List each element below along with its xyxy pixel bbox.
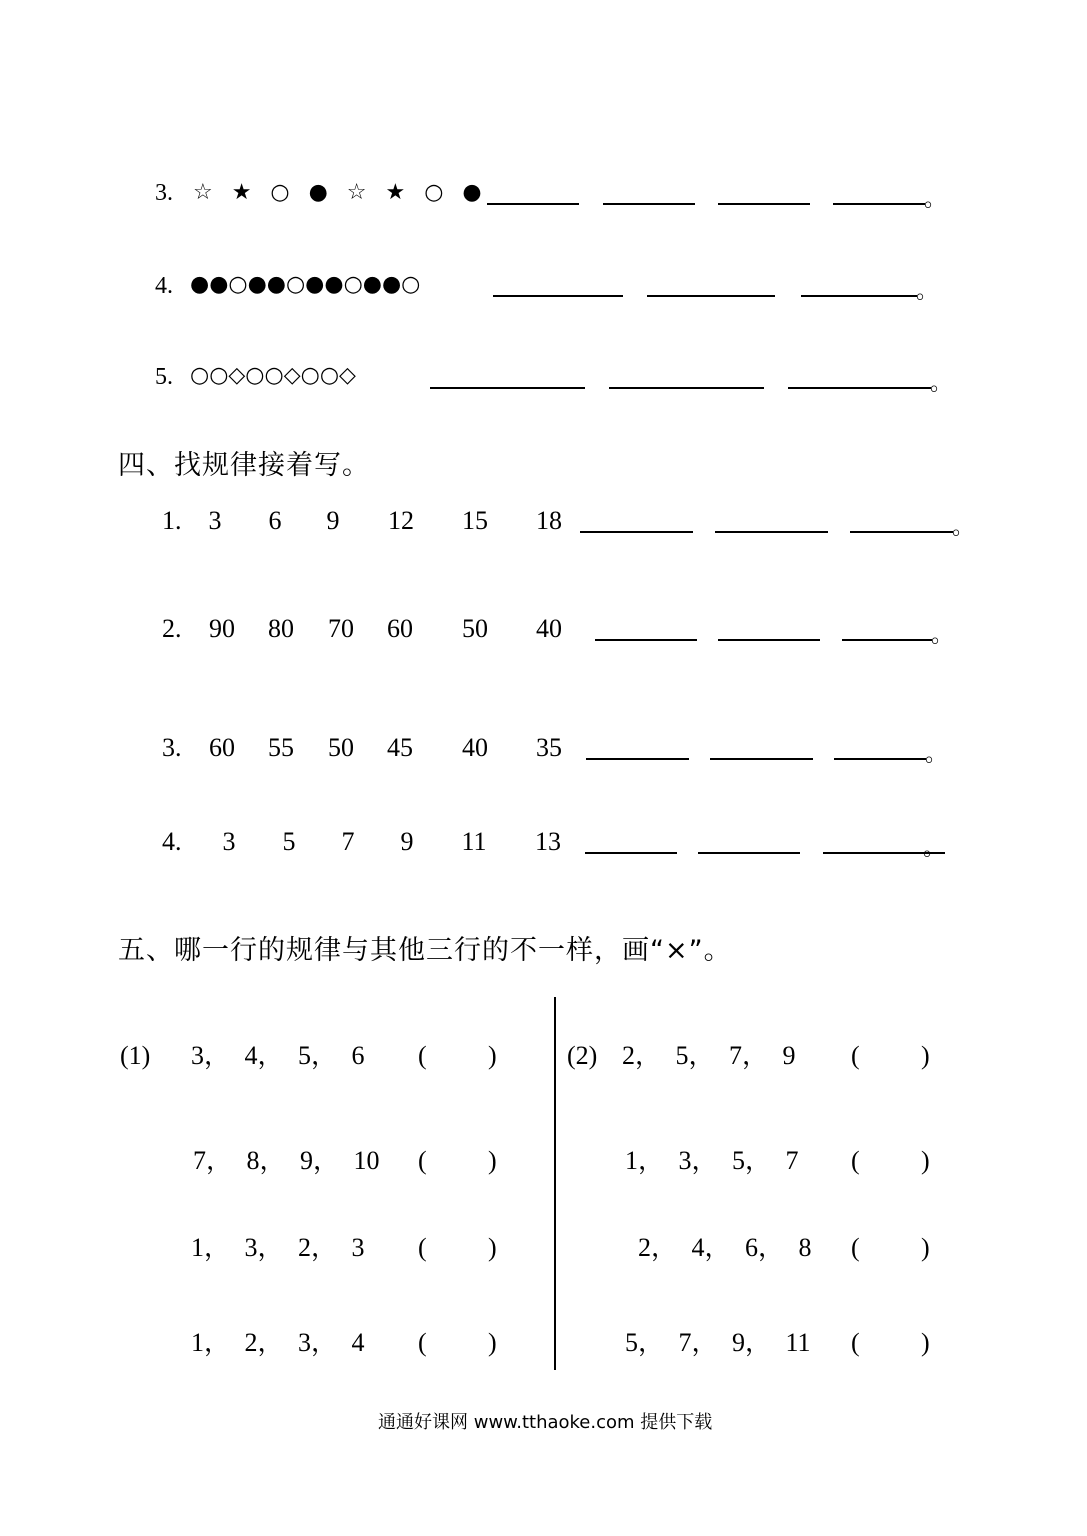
answer-blank[interactable] [586, 758, 689, 760]
paren-close: ) [488, 1233, 497, 1262]
sequence-number: 7 [341, 827, 355, 856]
answer-blank[interactable] [718, 639, 820, 641]
sequence-number: 6 [268, 506, 282, 535]
paren-open: ( [418, 1041, 427, 1070]
sequence-number: 40 [462, 733, 488, 762]
answer-paren-space[interactable] [432, 1041, 488, 1071]
paren-close: ) [488, 1041, 497, 1070]
answer-paren-space[interactable] [865, 1328, 921, 1358]
group2-row-4: 5， 7， 9， 11 [625, 1328, 811, 1357]
answer-blank[interactable] [493, 295, 623, 297]
answer-blank[interactable] [710, 758, 813, 760]
sequence-number: 5 [282, 827, 296, 856]
row-label: 2. [162, 614, 182, 643]
answer-paren-space[interactable] [432, 1328, 488, 1358]
answer-blank[interactable] [834, 758, 926, 760]
section-heading: 五、哪一行的规律与其他三行的不一样，画“×”。 [118, 935, 732, 966]
answer-blank[interactable] [833, 203, 925, 205]
paren-open: ( [418, 1233, 427, 1262]
group2-row-3: 2， 4， 6， 8 [638, 1233, 812, 1262]
sequence-number: 18 [536, 506, 562, 535]
answer-blank[interactable] [718, 203, 810, 205]
row-label: 3. [162, 733, 182, 762]
group1-row-3: 1， 3， 2， 3 [191, 1233, 365, 1262]
paren-open: ( [851, 1233, 860, 1262]
sequence-number: 40 [536, 614, 562, 643]
answer-blank[interactable] [487, 203, 579, 205]
row-label: 1. [162, 506, 182, 535]
divider-line [554, 997, 556, 1370]
paren-open: ( [851, 1328, 860, 1357]
answer-paren-space[interactable] [865, 1041, 921, 1071]
sequence-number: 9 [326, 506, 340, 535]
sequence-number: 12 [388, 506, 414, 535]
answer-paren-space[interactable] [432, 1146, 488, 1176]
answer-paren-space[interactable] [432, 1233, 488, 1263]
paren-open: ( [851, 1146, 860, 1175]
paren-close: ) [921, 1041, 930, 1070]
sequence-number: 45 [387, 733, 413, 762]
period: 。 [923, 836, 946, 861]
paren-open: ( [418, 1146, 427, 1175]
answer-blank[interactable] [609, 387, 764, 389]
period: 。 [925, 742, 948, 767]
paren-close: ) [488, 1146, 497, 1175]
answer-blank[interactable] [430, 387, 585, 389]
group1-row-4: 1， 2， 3， 4 [191, 1328, 365, 1357]
page-footer: 通通好课网 www.tthaoke.com 提供下载 [378, 1412, 713, 1433]
sequence-number: 80 [268, 614, 294, 643]
section-heading: 四、找规律接着写。 [118, 450, 370, 481]
symbol-sequence: ○○◇○○◇○○◇ [190, 363, 356, 388]
paren-open: ( [418, 1328, 427, 1357]
sequence-number: 3 [208, 506, 222, 535]
period: 。 [931, 623, 954, 648]
sequence-number: 60 [387, 614, 413, 643]
sequence-number: 90 [209, 614, 235, 643]
sequence-number: 35 [536, 733, 562, 762]
period: 。 [916, 279, 939, 304]
item-label: 4. [155, 273, 173, 299]
answer-blank[interactable] [580, 531, 693, 533]
answer-blank[interactable] [595, 639, 697, 641]
paren-close: ) [921, 1146, 930, 1175]
sequence-number: 15 [462, 506, 488, 535]
answer-blank[interactable] [715, 531, 828, 533]
group2-row-1: 2， 5， 7， 9 [622, 1041, 796, 1070]
sequence-number: 55 [268, 733, 294, 762]
sequence-number: 60 [209, 733, 235, 762]
sequence-number: 3 [222, 827, 236, 856]
answer-paren-space[interactable] [865, 1233, 921, 1263]
answer-blank[interactable] [698, 852, 800, 854]
paren-open: ( [851, 1041, 860, 1070]
answer-blank[interactable] [585, 852, 677, 854]
sequence-number: 11 [461, 827, 487, 856]
answer-blank[interactable] [647, 295, 775, 297]
answer-blank[interactable] [850, 531, 953, 533]
paren-close: ) [488, 1328, 497, 1357]
group-label: (2) [567, 1041, 598, 1070]
period: 。 [930, 371, 953, 396]
symbol-sequence: ●●○●●○●●○●●○ [190, 272, 421, 297]
item-label: 3. [155, 180, 173, 206]
group1-row-1: 3， 4， 5， 6 [191, 1041, 365, 1070]
paren-close: ) [921, 1328, 930, 1357]
sequence-number: 70 [328, 614, 354, 643]
group1-row-2: 7， 8， 9， 10 [193, 1146, 380, 1175]
paren-close: ) [921, 1233, 930, 1262]
sequence-number: 50 [328, 733, 354, 762]
sequence-number: 13 [535, 827, 561, 856]
group2-row-2: 1， 3， 5， 7 [625, 1146, 799, 1175]
row-label: 4. [162, 827, 182, 856]
period: 。 [924, 187, 947, 212]
sequence-number: 9 [400, 827, 414, 856]
answer-paren-space[interactable] [865, 1146, 921, 1176]
period: 。 [952, 515, 975, 540]
answer-blank[interactable] [842, 639, 932, 641]
symbol-sequence: ☆ ★ ○ ● ☆ ★ ○ ● [193, 180, 484, 205]
item-label: 5. [155, 364, 173, 390]
answer-blank[interactable] [788, 387, 931, 389]
answer-blank[interactable] [801, 295, 917, 297]
sequence-number: 50 [462, 614, 488, 643]
group-label: (1) [120, 1041, 151, 1070]
answer-blank[interactable] [603, 203, 695, 205]
